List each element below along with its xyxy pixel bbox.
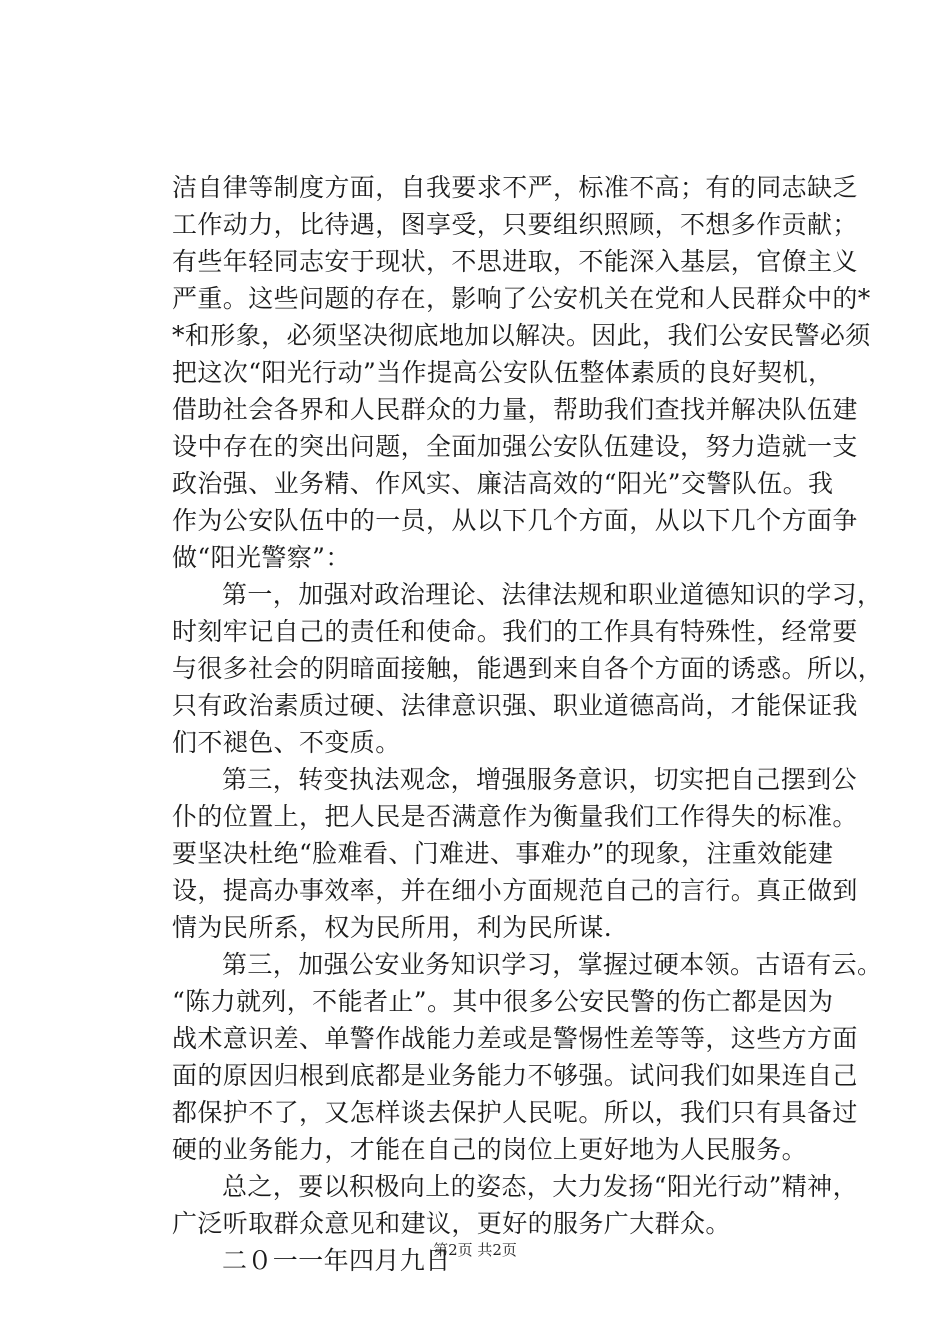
document-body bbox=[172, 169, 884, 1279]
text-line: 严重。这些问题的存在，影响了公安机关在党和人民群众中的* bbox=[172, 284, 871, 313]
text-line: 战术意识差、单警作战能力差或是警惕性差等等，这些方方面 bbox=[172, 1024, 858, 1053]
text-line: 广泛听取群众意见和建议，更好的服务广大群众。 bbox=[172, 1209, 731, 1238]
text-line: 设中存在的突出问题，全面加强公安队伍建设，努力造就一支 bbox=[172, 432, 858, 461]
text-line: 仆的位置上，把人民是否满意作为衡量我们工作得失的标准。 bbox=[172, 802, 858, 831]
text-line: 政治强、业务精、作风实、廉洁高效的“阳光”交警队伍。我 bbox=[172, 469, 834, 498]
text-line: 们不褪色、不变质。 bbox=[172, 728, 401, 757]
paragraph-start-line: 第一，加强对政治理论、法律法规和职业道德知识的学习， bbox=[222, 580, 883, 609]
text-line: 都保护不了，又怎样谈去保护人民呢。所以，我们只有具备过 bbox=[172, 1098, 858, 1127]
text-line: 作为公安队伍中的一员，从以下几个方面，从以下几个方面争 bbox=[172, 506, 858, 535]
text-line: 面的原因归根到底都是业务能力不够强。试问我们如果连自己 bbox=[172, 1061, 858, 1090]
text-line: 要坚决杜绝“脸难看、门难进、事难办”的现象，注重效能建 bbox=[172, 839, 834, 868]
page-footer: 第2页 共2页 bbox=[433, 1241, 517, 1259]
text-line: 与很多社会的阴暗面接触，能遇到来自各个方面的诱惑。所以， bbox=[172, 654, 884, 683]
text-line: 设，提高办事效率，并在细小方面规范自己的言行。真正做到 bbox=[172, 876, 858, 905]
text-line: 工作动力，比待遇，图享受，只要组织照顾，不想多作贡献； bbox=[172, 210, 858, 239]
text-line: “陈力就列，不能者止”。其中很多公安民警的伤亡都是因为 bbox=[172, 987, 834, 1016]
text-line: 做“阳光警察”： bbox=[172, 543, 351, 572]
date-line: 二０一一年四月九日 bbox=[222, 1246, 451, 1275]
text-line: 情为民所系，权为民所用，利为民所谋. bbox=[172, 913, 613, 942]
text-line: *和形象，必须坚决彻底地加以解决。因此，我们公安民警必须 bbox=[172, 321, 871, 350]
text-line: 硬的业务能力，才能在自己的岗位上更好地为人民服务。 bbox=[172, 1135, 808, 1164]
paragraph-start-line: 总之，要以积极向上的姿态，大力发扬“阳光行动”精神， bbox=[222, 1172, 858, 1201]
text-line: 有些年轻同志安于现状，不思进取，不能深入基层，官僚主义 bbox=[172, 247, 858, 276]
text-line: 借助社会各界和人民群众的力量，帮助我们查找并解决队伍建 bbox=[172, 395, 858, 424]
text-line: 只有政治素质过硬、法律意识强、职业道德高尚，才能保证我 bbox=[172, 691, 858, 720]
paragraph-start-line: 第三，转变执法观念，增强服务意识，切实把自己摆到公 bbox=[222, 765, 858, 794]
text-line: 把这次“阳光行动”当作提高公安队伍整体素质的良好契机， bbox=[172, 358, 834, 387]
text-line: 洁自律等制度方面，自我要求不严，标准不高；有的同志缺乏 bbox=[172, 173, 858, 202]
paragraph-start-line: 第三，加强公安业务知识学习，掌握过硬本领。古语有云。 bbox=[222, 950, 883, 979]
text-line: 时刻牢记自己的责任和使命。我们的工作具有特殊性，经常要 bbox=[172, 617, 858, 646]
